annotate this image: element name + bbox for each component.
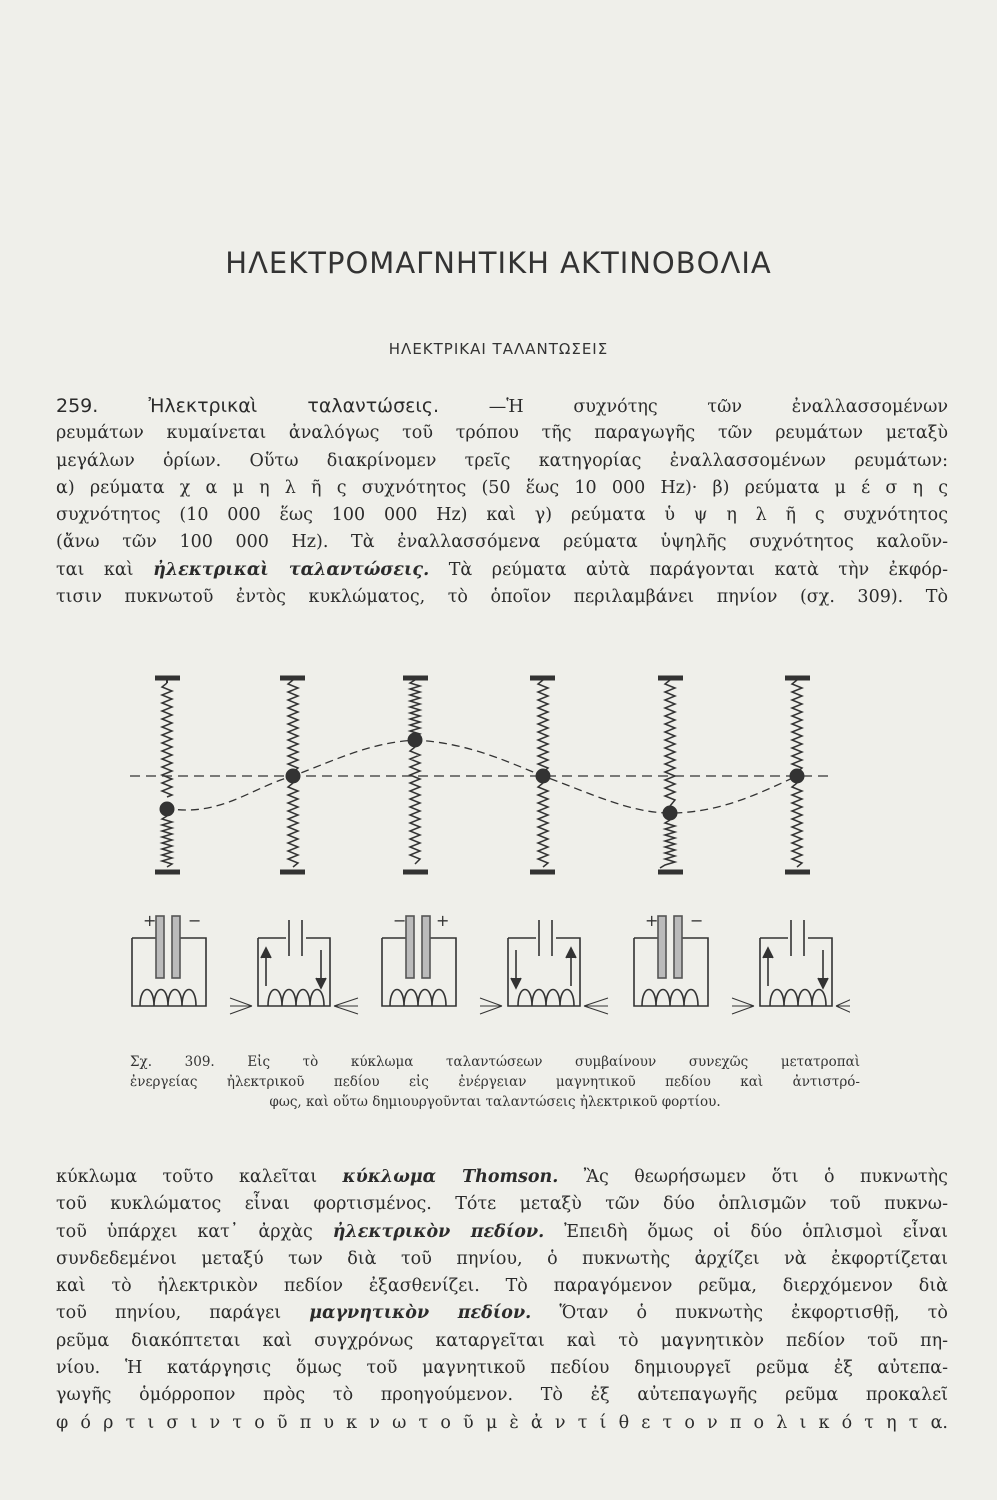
- text-line: 259. Ἠλεκτρικαὶ ταλαντώσεις. —Ἡ συχνότης τῶν ἐναλλασσομένων: [56, 395, 948, 417]
- caption-line: φως, καὶ οὕτω δημιουργοῦνται ταλαντώσεις ἠλεκτρικοῦ φορτίου.: [269, 1094, 721, 1110]
- polarity-sign: −: [188, 911, 202, 930]
- text-line: τοῦ κυκλώματος εἶναι φορτισμένος. Τότε μεταξὺ τῶν δύο ὁπλισμῶν τοῦ πυκνω-: [56, 1194, 948, 1215]
- polarity-sign: +: [143, 911, 157, 930]
- figure-309: [110, 668, 850, 1043]
- text-line: (ἄνω τῶν 100 000 Hz). Τὰ ἐναλλασσόμενα ρεύματα ὑψηλῆς συχνότητος καλοῦν-: [56, 532, 948, 553]
- text-line: τοῦ πηνίου, παράγει μαγνητικὸν πεδίον. Ὅταν ὁ πυκνωτὴς ἐκφορτισθῇ, τὸ: [56, 1303, 948, 1324]
- lc-circuits: [132, 916, 850, 1014]
- polarity-sign: +: [645, 911, 659, 930]
- text-line: τοῦ ὑπάρχει κατ᾽ ἀρχὰς ἠλεκτρικὸν πεδίον. Ἐπειδὴ ὅμως οἱ δύο ὁπλισμοὶ εἶναι: [56, 1221, 948, 1242]
- text-line: κύκλωμα τοῦτο καλεῖται κύκλωμα Thomson. Ἂς θεωρήσωμεν ὅτι ὁ πυκνωτὴς: [56, 1167, 948, 1187]
- text-line: συνδεδεμένοι μεταξύ των διὰ τοῦ πηνίου, ὁ πυκνωτὴς ἀρχίζει νὰ ἐκφορτίζεται: [56, 1248, 948, 1269]
- text-line: συχνότητος (10 000 ἕως 100 000 Hz) καὶ γ) ρεύματα ὑ ψ η λ ῆ ς συχνότητος: [56, 505, 948, 526]
- section-heading: 259. Ἠλεκτρικαὶ ταλαντώσεις.: [56, 395, 440, 417]
- lc-circuit-6: [732, 920, 850, 1014]
- figure-caption: [130, 1052, 860, 1112]
- polarity-sign: −: [690, 911, 704, 930]
- section-subtitle: ΗΛΕΚΤΡΙΚΑΙ ΤΑΛΑΝΤΩΣΕΙΣ: [388, 340, 609, 358]
- oscillator-2: [280, 678, 305, 872]
- thomson-paragraph: [56, 1164, 948, 1437]
- oscillator-5: [658, 678, 683, 872]
- text-line: α) ρεύματα χ α μ η λ ῆ ς συχνότητος (50 ἕως 10 000 Hz)· β) ρεύματα μ έ σ η ς: [56, 477, 948, 498]
- text-line: τισιν πυκνωτοῦ ἐντὸς κυκλώματος, τὸ ὁποῖον περιλαμβάνει πηνίον (σχ. 309). Τὸ: [56, 587, 948, 608]
- section-259-paragraph: [56, 393, 948, 611]
- text-line: νίου. Ἡ κατάργησις ὅμως τοῦ μαγνητικοῦ πεδίου δημιουργεῖ ρεῦμα ἐξ αὐτεπα-: [56, 1358, 948, 1379]
- chapter-title: ΗΛΕΚΤΡΟΜΑΓΝΗΤΙΚΗ ΑΚΤΙΝΟΒΟΛΙΑ: [225, 246, 772, 280]
- text-line: γωγῆς ὁμόρροπον πρὸς τὸ προηγούμενον. Τὸ ἐξ αὐτεπαγωγῆς ρεῦμα προκαλεῖ: [56, 1385, 948, 1406]
- caption-line: Σχ. 309. Εἰς τὸ κύκλωμα ταλαντώσεων συμβαίνουν συνεχῶς μετατροπαὶ: [130, 1054, 860, 1070]
- text-line: ρεῦμα διακόπτεται καὶ συγχρόνως καταργεῖται καὶ τὸ μαγνητικὸν πεδίον τοῦ πη-: [56, 1330, 948, 1351]
- polarity-sign: +: [436, 911, 450, 930]
- text-line: ρευμάτων κυμαίνεται ἀναλόγως τοῦ τρόπου τῆς παραγωγῆς τῶν ρευμάτων μεταξὺ: [56, 423, 948, 444]
- text-line: ται καὶ ἠλεκτρικαὶ ταλαντώσεις. Τὰ ρεύματα αὐτὰ παράγονται κατὰ τὴν ἐκφόρ-: [56, 559, 948, 580]
- term-magnetic-field: μαγνητικὸν πεδίον.: [309, 1303, 532, 1324]
- spring-oscillators: [130, 678, 830, 872]
- text-line: καὶ τὸ ἠλεκτρικὸν πεδίον ἐξασθενίζει. Τὸ παραγόμενον ρεῦμα, διερχόμενον διὰ: [56, 1276, 948, 1297]
- oscillator-3: [403, 678, 428, 872]
- term-electric-field: ἠλεκτρικὸν πεδίον.: [332, 1221, 545, 1242]
- lc-circuit-4: [480, 920, 608, 1014]
- oscillator-4: [530, 678, 555, 872]
- polarity-sign: −: [393, 911, 407, 930]
- caption-line: ἐνεργείας ἠλεκτρικοῦ πεδίου εἰς ἐνέργειαν μαγνητικοῦ πεδίου καὶ ἀντιστρό-: [130, 1074, 860, 1090]
- term-thomson-circuit: κύκλωμα Thomson.: [342, 1167, 559, 1187]
- text-line: μεγάλων ὁρίων. Οὕτω διακρίνομεν τρεῖς κατηγορίας ἐναλλασσομένων ρευμάτων:: [56, 450, 948, 471]
- oscillator-6: [785, 678, 810, 872]
- lc-circuit-2: [230, 920, 358, 1014]
- term-electric-oscillations: ἠλεκτρικαὶ ταλαντώσεις.: [153, 559, 430, 580]
- oscillator-1: [155, 678, 180, 872]
- text-line: φ ό ρ τ ι σ ι ν τ ο ῦ π υ κ ν ω τ ο ῦ μ ὲ ἀ ν τ ί θ ε τ ο ν π ο λ ι κ ό τ η τ α.: [56, 1412, 948, 1433]
